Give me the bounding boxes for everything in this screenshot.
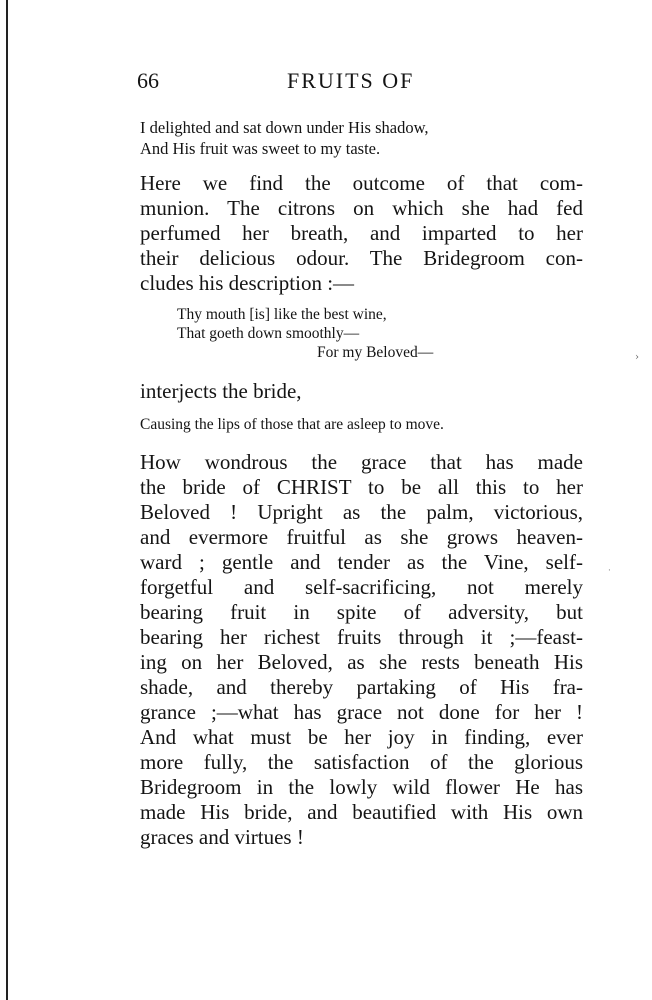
text-line: the bride of CHRIST to be all this to her (140, 475, 583, 499)
text-line: How wondrous the grace that has made (140, 450, 583, 474)
text-line: ward ; gentle and tender as the Vine, self- (140, 550, 583, 574)
text-line: bearing her richest fruits through it ;—feast- (140, 625, 583, 649)
text-line: interjects the bride, (140, 379, 302, 403)
text-line: forgetful and self-sacrificing, not merely (140, 575, 583, 599)
text-line: perfumed her breath, and imparted to her (140, 221, 583, 245)
verse-quote-1 (140, 117, 429, 159)
text-line: Bridegroom in the lowly wild flower He has (140, 775, 583, 799)
scan-speck: · (608, 566, 611, 576)
text-line: cludes his description :— (140, 271, 355, 295)
text-line: munion. The citrons on which she had fed (140, 196, 583, 220)
scan-speck: › (635, 352, 639, 363)
page-edge-line (6, 0, 8, 1000)
verse-line: For my Beloved— (317, 344, 434, 361)
verse-line: Causing the lips of those that are asleep to move. (140, 416, 444, 433)
text-line: ing on her Beloved, as she rests beneath His (140, 650, 583, 674)
paragraph-3 (140, 450, 583, 850)
paragraph-1 (140, 171, 583, 296)
verse-line: I delighted and sat down under His shadow, (140, 118, 429, 137)
verse-line: Thy mouth [is] like the best wine, (177, 306, 387, 323)
page-header (137, 68, 587, 98)
text-line: Here we find the outcome of that com- (140, 171, 583, 195)
text-line: And what must be her joy in finding, ever (140, 725, 583, 749)
running-head: FRUITS OF (287, 68, 415, 93)
text-line: their delicious odour. The Bridegroom con- (140, 246, 583, 270)
text-line: made His bride, and beautified with His own (140, 800, 583, 824)
paragraph-2 (140, 379, 583, 404)
verse-line: That goeth down smoothly— (177, 325, 360, 342)
page-number: 66 (137, 68, 159, 93)
verse-quote-3 (140, 414, 444, 435)
text-line: bearing fruit in spite of adversity, but (140, 600, 583, 624)
text-line: and evermore fruitful as she grows heaven- (140, 525, 583, 549)
text-line: shade, and thereby partaking of His fra- (140, 675, 583, 699)
verse-line: And His fruit was sweet to my taste. (140, 139, 381, 158)
text-line: grance ;—what has grace not done for her ! (140, 700, 583, 724)
text-line: more fully, the satisfaction of the glorious (140, 750, 583, 774)
text-line: Beloved ! Upright as the palm, victorious, (140, 500, 583, 524)
text-line: graces and virtues ! (140, 825, 304, 849)
verse-quote-2 (177, 305, 433, 362)
